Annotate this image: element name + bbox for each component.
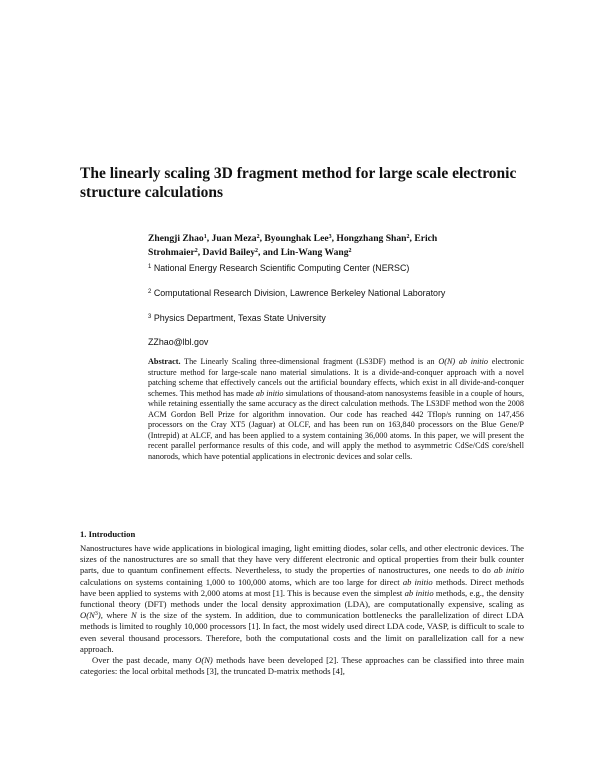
affiliation-1 [148,262,409,274]
affiliation-text: Physics Department, Texas State University [153,313,326,323]
paragraph: Nanostructures have wide applications in biological imaging, light emitting diodes, solar cells, and other electronic devices. The sizes of the nanostructures are so small that they have very different electronic and optical properties from their bulk counter parts, due to quantum confinement effects. Nevertheless, to study the properties of nanostructures, one needs to do ab initio calculations on systems containing 1,000 to 100,000 atoms, which are too large for direct ab initio methods. Direct methods have been applied to systems with 2,000 atoms at most [1]. This is because even the simplest ab initio methods, e.g., the density functional theory (DFT) methods under the local density approximation (LDA), are computationally expensive, scaling as $O(N^3)$, where N is the size of the system. In addition, due to communication bottlenecks the parallelization of direct LDA methods is limited to roughly 10,000 processors [1]. In fact, the most widely used direct LDA code, VASP, is difficult to scale to even several thousand processors. Therefore, both the computational costs and the limit on parallelization call for a new approach. [80,543,525,654]
affiliation-mark: 1 [148,264,152,270]
author-affiliation-mark: 3 [328,234,332,240]
affiliation-text: National Energy Research Scientific Computing Center (NERSC) [153,263,410,273]
affiliation-mark: 3 [148,314,152,320]
text-run: O(N [80,610,95,621]
affiliation-3 [148,312,326,324]
author-affiliation-mark: 2 [348,247,352,254]
abstract-label: Abstract. [148,357,181,366]
author-affiliation-mark: 2 [255,247,259,254]
text-run: O(N) [195,655,213,666]
affiliation-mark: 2 [148,289,152,295]
author-name: Juan Meza [211,233,257,244]
body-text [80,543,524,677]
abstract-body: The Linearly Scaling three-dimensional fragment (LS3DF) method is an O(N) ab initio electronic structure method for large-scale nano material simulations. It is a divide-and-conquer approach with a novel patching scheme that effectively cancels out the artificial boundary effects, which exist in all divide-and-conquer schemes. This method has made ab initio simulations of thousand-atom nanosystems feasible in a couple of hours, while retaining essentially the same accuracy as the direct calculation methods. The LS3DF method won the 2008 ACM Gordon Bell Prize for algorithm innovation. Our code has reached 442 Tflop/s running on 147,456 processors on the Cray XT5 (Jaguar) at OLCF, and has been run on 163,840 processors on the Blue Gene/P (Intrepid) at ALCF, and has been applied to a system containing 36,000 atoms. In this paper, we will present the recent parallel performance results of this code, and will apply the method to asymmetric CdSe/CdS core/shell nanorods, which have potential applications in electronic devices and solar cells. [148,357,525,461]
text-run: ab initio [402,576,433,587]
section-heading: 1. Introduction [80,529,136,539]
text-run: N [130,610,137,621]
author-affiliation-mark: 2 [256,234,260,240]
affiliation-text: Computational Research Division, Lawrence Berkeley National Laboratory [153,288,446,298]
text-run: ab initio [404,587,434,598]
text-run: O(N) ab initio [438,357,489,366]
text-run: ab initio [255,388,284,398]
author-affiliation-mark: 1 [203,234,207,240]
paper-title: The linearly scaling 3D fragment method for large scale electronic structure calculations [80,165,517,201]
author-name: Erich Strohmaier [148,233,438,258]
abstract [148,357,524,462]
author-name: Hongzhang Shan [336,233,407,244]
author-affiliation-mark: 2 [194,247,198,254]
paragraph: Over the past decade, many O(N) methods have been developed [2]. These approaches can be classified into three main categories: the local orbital methods [3], the truncated D-matrix methods [4], [80,655,524,677]
text-run: ab initio [494,565,524,576]
author-affiliation-mark: 2 [406,234,410,240]
text-run: 3 [94,611,98,618]
author-name: Byounghak Lee [264,233,329,244]
author-list: Zhengji Zhao$^1$, Juan Meza$^2$, Byounghak Lee$^3$, Hongzhang Shan$^2$, Erich Strohmaier$^2$, David Bailey$^2$, and Lin-Wang Wang$^2$ [148,233,438,258]
affiliation-2 [148,287,445,299]
author-name: Lin-Wang Wang [280,246,349,258]
contact-email: ZZhao@lbl.gov [148,337,209,347]
author-name: Zhengji Zhao [148,233,204,244]
text-run: ) [97,610,101,621]
author-name: David Bailey [202,246,256,258]
